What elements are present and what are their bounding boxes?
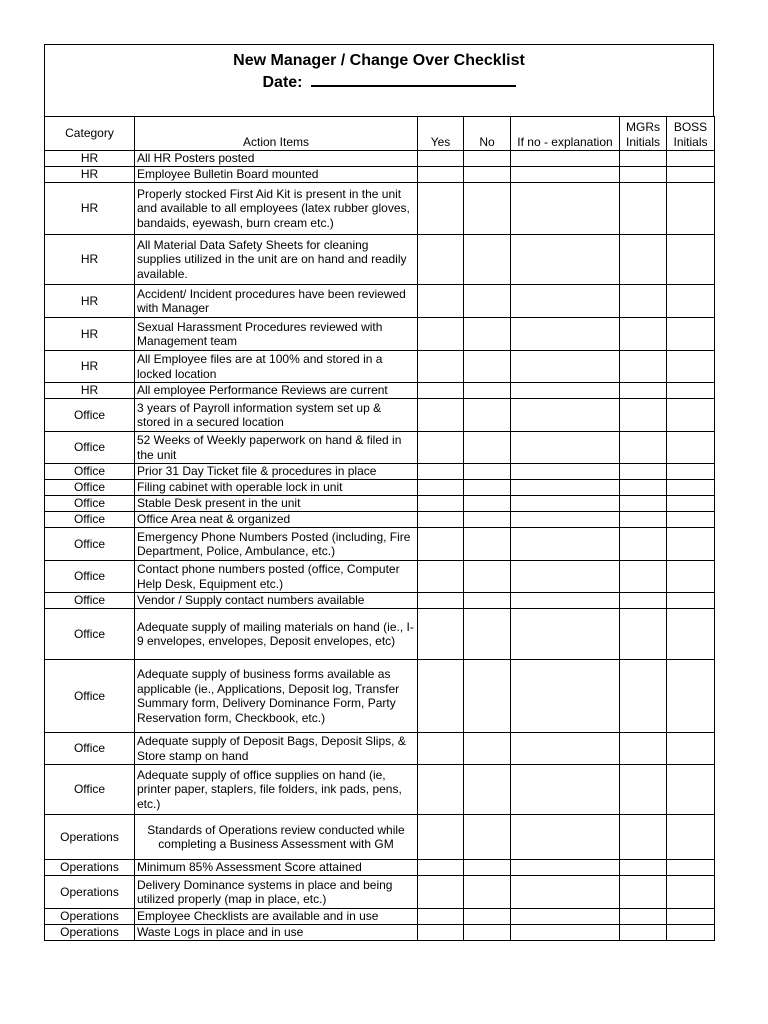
yes-cell[interactable] xyxy=(418,860,464,876)
action-items-header: Action Items xyxy=(135,117,418,151)
checklist-row xyxy=(45,909,715,925)
no-cell[interactable] xyxy=(464,480,511,496)
checklist-row xyxy=(45,561,715,593)
explanation-header: If no - explanation xyxy=(511,117,620,151)
yes-cell[interactable] xyxy=(418,815,464,860)
no-cell[interactable] xyxy=(464,925,511,941)
boss-initials-cell[interactable] xyxy=(667,528,715,561)
no-cell[interactable] xyxy=(464,318,511,351)
action-item-cell: All Employee files are at 100% and stored in a locked location xyxy=(135,351,418,383)
mgrs-initials-cell[interactable] xyxy=(620,496,667,512)
no-cell[interactable] xyxy=(464,399,511,432)
mgrs-initials-cell[interactable] xyxy=(620,318,667,351)
category-cell: Office xyxy=(45,593,135,609)
checklist-row xyxy=(45,765,715,815)
mgrs-initials-cell[interactable] xyxy=(620,609,667,660)
date-row xyxy=(45,71,713,93)
yes-cell[interactable] xyxy=(418,593,464,609)
category-cell: HR xyxy=(45,167,135,183)
action-item-cell: Sexual Harassment Procedures reviewed with Management team xyxy=(135,318,418,351)
boss-initials-cell[interactable] xyxy=(667,593,715,609)
explanation-cell[interactable] xyxy=(511,235,620,285)
mgrs-initials-cell[interactable] xyxy=(620,925,667,941)
action-item-cell: Delivery Dominance systems in place and being utilized properly (map in place, etc.) xyxy=(135,876,418,909)
action-item-cell: Adequate supply of Deposit Bags, Deposit Slips, & Store stamp on hand xyxy=(135,733,418,765)
mgrs-initials-cell[interactable] xyxy=(620,464,667,480)
yes-cell[interactable] xyxy=(418,733,464,765)
category-cell: Office xyxy=(45,480,135,496)
no-header: No xyxy=(464,117,511,151)
explanation-cell[interactable] xyxy=(511,167,620,183)
action-item-cell: Contact phone numbers posted (office, Computer Help Desk, Equipment etc.) xyxy=(135,561,418,593)
yes-cell[interactable] xyxy=(418,432,464,464)
checklist-row xyxy=(45,432,715,464)
yes-cell[interactable] xyxy=(418,464,464,480)
mgrs-initials-cell[interactable] xyxy=(620,351,667,383)
mgrs-initials-cell[interactable] xyxy=(620,860,667,876)
boss-initials-cell[interactable] xyxy=(667,765,715,815)
mgrs-initials-cell[interactable] xyxy=(620,512,667,528)
boss-initials-cell[interactable] xyxy=(667,351,715,383)
category-cell: Operations xyxy=(45,860,135,876)
yes-cell[interactable] xyxy=(418,496,464,512)
mgrs-initials-cell[interactable] xyxy=(620,733,667,765)
boss-initials-cell[interactable] xyxy=(667,860,715,876)
yes-cell[interactable] xyxy=(418,876,464,909)
action-item-cell: Vendor / Supply contact numbers available xyxy=(135,593,418,609)
action-item-cell: Employee Checklists are available and in use xyxy=(135,909,418,925)
checklist-row xyxy=(45,183,715,235)
boss-initials-cell[interactable] xyxy=(667,815,715,860)
no-cell[interactable] xyxy=(464,167,511,183)
checklist-row xyxy=(45,876,715,909)
explanation-cell[interactable] xyxy=(511,609,620,660)
yes-cell[interactable] xyxy=(418,528,464,561)
explanation-cell[interactable] xyxy=(511,593,620,609)
explanation-cell[interactable] xyxy=(511,464,620,480)
checklist-row xyxy=(45,318,715,351)
category-cell: HR xyxy=(45,318,135,351)
explanation-cell[interactable] xyxy=(511,815,620,860)
mgrs-initials-cell[interactable] xyxy=(620,399,667,432)
action-item-cell: 3 years of Payroll information system set up & stored in a secured location xyxy=(135,399,418,432)
checklist-body xyxy=(45,151,715,941)
boss-initials-cell[interactable] xyxy=(667,183,715,235)
action-item-cell: Filing cabinet with operable lock in unit xyxy=(135,480,418,496)
yes-cell[interactable] xyxy=(418,351,464,383)
yes-cell[interactable] xyxy=(418,925,464,941)
category-cell: Office xyxy=(45,464,135,480)
no-cell[interactable] xyxy=(464,660,511,733)
boss-initials-cell[interactable] xyxy=(667,235,715,285)
yes-cell[interactable] xyxy=(418,318,464,351)
no-cell[interactable] xyxy=(464,528,511,561)
explanation-cell[interactable] xyxy=(511,399,620,432)
yes-cell[interactable] xyxy=(418,765,464,815)
yes-cell[interactable] xyxy=(418,399,464,432)
action-item-cell: Stable Desk present in the unit xyxy=(135,496,418,512)
explanation-cell[interactable] xyxy=(511,765,620,815)
category-cell: Operations xyxy=(45,909,135,925)
action-item-cell: Office Area neat & organized xyxy=(135,512,418,528)
date-label: Date: xyxy=(262,74,303,91)
checklist-row xyxy=(45,480,715,496)
checklist-row xyxy=(45,528,715,561)
no-cell[interactable] xyxy=(464,765,511,815)
boss-initials-cell[interactable] xyxy=(667,399,715,432)
explanation-cell[interactable] xyxy=(511,876,620,909)
explanation-cell[interactable] xyxy=(511,733,620,765)
no-cell[interactable] xyxy=(464,512,511,528)
explanation-cell[interactable] xyxy=(511,512,620,528)
checklist-table xyxy=(44,116,715,941)
no-cell[interactable] xyxy=(464,593,511,609)
action-item-cell: Adequate supply of mailing materials on hand (ie., I-9 envelopes, envelopes, Deposit envelopes, etc) xyxy=(135,609,418,660)
yes-cell[interactable] xyxy=(418,609,464,660)
boss-initials-cell[interactable] xyxy=(667,167,715,183)
yes-cell[interactable] xyxy=(418,561,464,593)
yes-cell[interactable] xyxy=(418,909,464,925)
checklist-row xyxy=(45,285,715,318)
no-cell[interactable] xyxy=(464,183,511,235)
explanation-cell[interactable] xyxy=(511,480,620,496)
category-cell: HR xyxy=(45,285,135,318)
yes-cell[interactable] xyxy=(418,383,464,399)
category-cell: Office xyxy=(45,733,135,765)
action-item-cell: Adequate supply of office supplies on hand (ie, printer paper, staplers, file folders, ink pads, pens, etc.) xyxy=(135,765,418,815)
mgrs-initials-cell[interactable] xyxy=(620,432,667,464)
mgrs-initials-cell[interactable] xyxy=(620,167,667,183)
category-cell: HR xyxy=(45,183,135,235)
action-item-cell: All Material Data Safety Sheets for cleaning supplies utilized in the unit are on hand and readily available. xyxy=(135,235,418,285)
checklist-row xyxy=(45,496,715,512)
mgrs-initials-cell[interactable] xyxy=(620,561,667,593)
checklist-row xyxy=(45,167,715,183)
boss-initials-cell[interactable] xyxy=(667,318,715,351)
action-item-cell: Emergency Phone Numbers Posted (including, Fire Department, Police, Ambulance, etc.) xyxy=(135,528,418,561)
boss-initials-header: BOSS Initials xyxy=(667,117,715,151)
explanation-cell[interactable] xyxy=(511,925,620,941)
mgrs-initials-cell[interactable] xyxy=(620,909,667,925)
checklist-row xyxy=(45,399,715,432)
mgrs-initials-cell[interactable] xyxy=(620,765,667,815)
boss-initials-cell[interactable] xyxy=(667,432,715,464)
category-cell: Office xyxy=(45,561,135,593)
checklist-sheet xyxy=(44,44,714,941)
boss-initials-cell[interactable] xyxy=(667,925,715,941)
action-item-cell: All employee Performance Reviews are current xyxy=(135,383,418,399)
no-cell[interactable] xyxy=(464,815,511,860)
action-item-cell: Minimum 85% Assessment Score attained xyxy=(135,860,418,876)
checklist-row xyxy=(45,925,715,941)
checklist-row xyxy=(45,660,715,733)
explanation-cell[interactable] xyxy=(511,860,620,876)
checklist-row xyxy=(45,383,715,399)
explanation-cell[interactable] xyxy=(511,151,620,167)
checklist-row xyxy=(45,609,715,660)
mgrs-initials-cell[interactable] xyxy=(620,235,667,285)
category-cell: Office xyxy=(45,765,135,815)
boss-initials-cell[interactable] xyxy=(667,660,715,733)
category-cell: HR xyxy=(45,383,135,399)
boss-initials-cell[interactable] xyxy=(667,464,715,480)
boss-initials-cell[interactable] xyxy=(667,609,715,660)
action-item-cell: Employee Bulletin Board mounted xyxy=(135,167,418,183)
checklist-row xyxy=(45,512,715,528)
yes-cell[interactable] xyxy=(418,285,464,318)
no-cell[interactable] xyxy=(464,860,511,876)
action-item-cell: Adequate supply of business forms available as applicable (ie., Applications, Deposit log, Transfer Summary form, Delivery Dominance Form, Party Reservation form, Checkbook, etc.) xyxy=(135,660,418,733)
no-cell[interactable] xyxy=(464,383,511,399)
date-blank-field[interactable] xyxy=(311,71,516,87)
checklist-row xyxy=(45,351,715,383)
checklist-row xyxy=(45,733,715,765)
mgrs-initials-cell[interactable] xyxy=(620,593,667,609)
boss-initials-cell[interactable] xyxy=(667,733,715,765)
explanation-cell[interactable] xyxy=(511,561,620,593)
no-cell[interactable] xyxy=(464,235,511,285)
boss-initials-cell[interactable] xyxy=(667,496,715,512)
explanation-cell[interactable] xyxy=(511,351,620,383)
checklist-row xyxy=(45,464,715,480)
no-cell[interactable] xyxy=(464,876,511,909)
yes-header: Yes xyxy=(418,117,464,151)
category-cell: Office xyxy=(45,432,135,464)
boss-initials-cell[interactable] xyxy=(667,876,715,909)
mgrs-initials-header: MGRs Initials xyxy=(620,117,667,151)
action-item-cell: 52 Weeks of Weekly paperwork on hand & filed in the unit xyxy=(135,432,418,464)
explanation-cell[interactable] xyxy=(511,432,620,464)
category-cell: Office xyxy=(45,512,135,528)
mgrs-initials-cell[interactable] xyxy=(620,660,667,733)
checklist-row xyxy=(45,593,715,609)
mgrs-initials-cell[interactable] xyxy=(620,183,667,235)
document-title: New Manager / Change Over Checklist xyxy=(233,52,525,69)
mgrs-initials-cell[interactable] xyxy=(620,876,667,909)
category-cell: Operations xyxy=(45,925,135,941)
no-cell[interactable] xyxy=(464,285,511,318)
boss-initials-cell[interactable] xyxy=(667,151,715,167)
category-cell: Operations xyxy=(45,815,135,860)
mgrs-initials-cell[interactable] xyxy=(620,815,667,860)
explanation-cell[interactable] xyxy=(511,528,620,561)
boss-initials-cell[interactable] xyxy=(667,383,715,399)
action-item-cell: Prior 31 Day Ticket file & procedures in place xyxy=(135,464,418,480)
mgrs-initials-cell[interactable] xyxy=(620,480,667,496)
category-cell: Office xyxy=(45,496,135,512)
category-cell: HR xyxy=(45,351,135,383)
no-cell[interactable] xyxy=(464,561,511,593)
boss-initials-cell[interactable] xyxy=(667,480,715,496)
yes-cell[interactable] xyxy=(418,183,464,235)
category-cell: Office xyxy=(45,609,135,660)
yes-cell[interactable] xyxy=(418,512,464,528)
action-item-cell: Properly stocked First Aid Kit is present in the unit and available to all employees (latex rubber gloves, bandaids, eyewash, burn cream etc.) xyxy=(135,183,418,235)
no-cell[interactable] xyxy=(464,609,511,660)
no-cell[interactable] xyxy=(464,733,511,765)
no-cell[interactable] xyxy=(464,432,511,464)
explanation-cell[interactable] xyxy=(511,496,620,512)
action-item-cell: Accident/ Incident procedures have been reviewed with Manager xyxy=(135,285,418,318)
category-cell: Operations xyxy=(45,876,135,909)
category-cell: HR xyxy=(45,151,135,167)
mgrs-initials-cell[interactable] xyxy=(620,285,667,318)
no-cell[interactable] xyxy=(464,464,511,480)
boss-initials-cell[interactable] xyxy=(667,909,715,925)
no-cell[interactable] xyxy=(464,351,511,383)
category-cell: Office xyxy=(45,399,135,432)
checklist-row xyxy=(45,235,715,285)
checklist-row xyxy=(45,151,715,167)
explanation-cell[interactable] xyxy=(511,285,620,318)
action-item-cell: Standards of Operations review conducted while completing a Business Assessment with GM xyxy=(135,815,418,860)
mgrs-initials-cell[interactable] xyxy=(620,151,667,167)
yes-cell[interactable] xyxy=(418,151,464,167)
checklist-row xyxy=(45,860,715,876)
yes-cell[interactable] xyxy=(418,235,464,285)
title-block xyxy=(44,44,714,116)
yes-cell[interactable] xyxy=(418,660,464,733)
action-item-cell: Waste Logs in place and in use xyxy=(135,925,418,941)
boss-initials-cell[interactable] xyxy=(667,512,715,528)
yes-cell[interactable] xyxy=(418,167,464,183)
no-cell[interactable] xyxy=(464,496,511,512)
category-cell: Office xyxy=(45,528,135,561)
boss-initials-cell[interactable] xyxy=(667,285,715,318)
action-item-cell: All HR Posters posted xyxy=(135,151,418,167)
no-cell[interactable] xyxy=(464,909,511,925)
category-cell: Office xyxy=(45,660,135,733)
mgrs-initials-cell[interactable] xyxy=(620,383,667,399)
explanation-cell[interactable] xyxy=(511,660,620,733)
category-cell: HR xyxy=(45,235,135,285)
mgrs-initials-cell[interactable] xyxy=(620,528,667,561)
no-cell[interactable] xyxy=(464,151,511,167)
explanation-cell[interactable] xyxy=(511,909,620,925)
category-header: Category xyxy=(45,117,135,151)
checklist-row xyxy=(45,815,715,860)
explanation-cell[interactable] xyxy=(511,383,620,399)
header-row xyxy=(45,117,715,151)
explanation-cell[interactable] xyxy=(511,318,620,351)
boss-initials-cell[interactable] xyxy=(667,561,715,593)
yes-cell[interactable] xyxy=(418,480,464,496)
explanation-cell[interactable] xyxy=(511,183,620,235)
